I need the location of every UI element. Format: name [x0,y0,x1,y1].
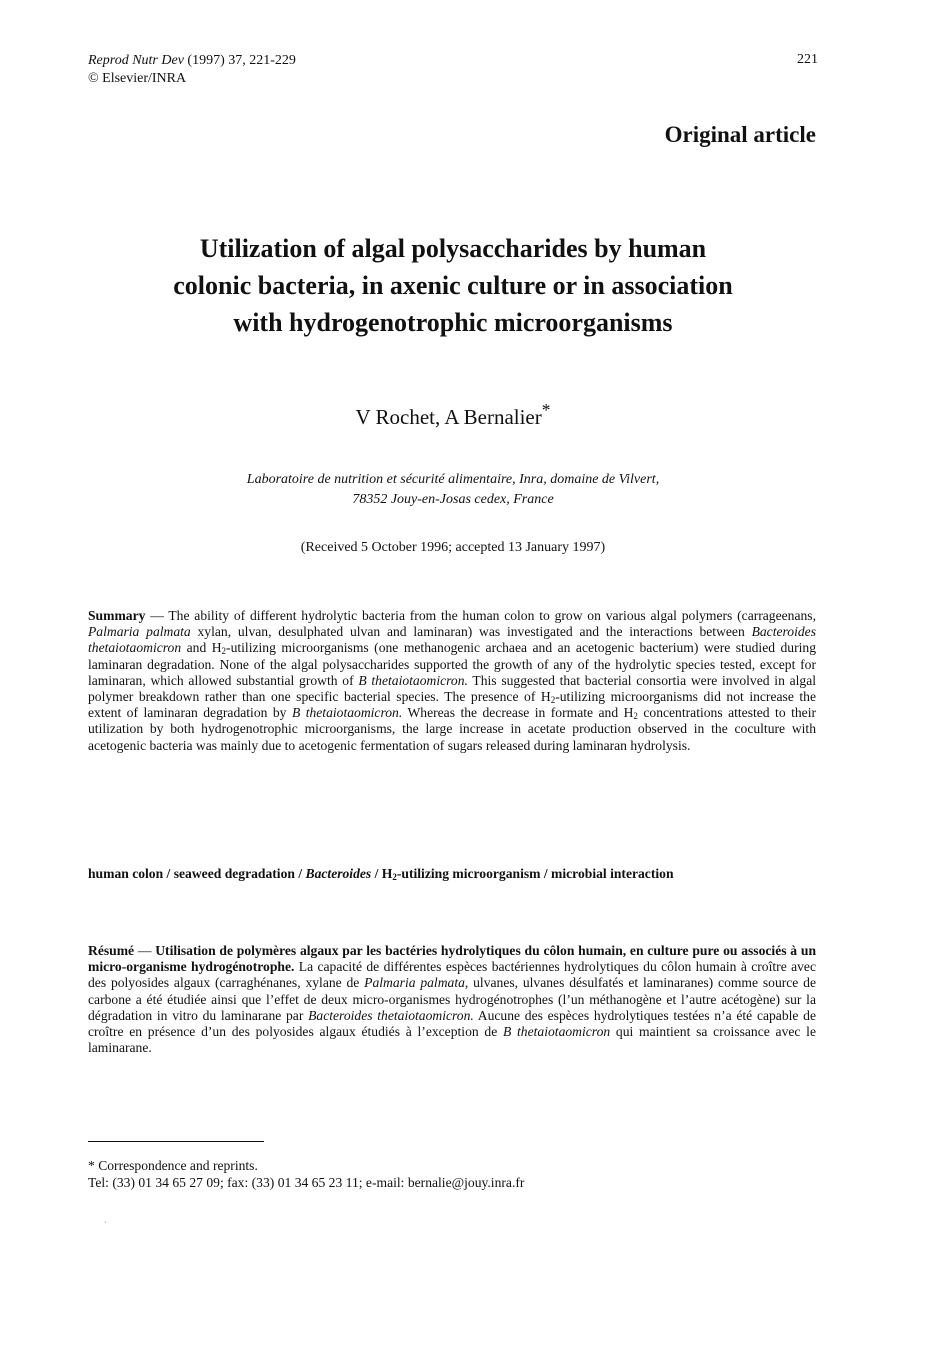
page-number: 221 [797,52,818,67]
summary-species: B thetaiotaomicron. [291,705,403,721]
journal-name: Reprod Nutr Dev [88,53,184,68]
summary-text: Whereas the decrease in formate and H [402,705,634,721]
keyword-text: -utilizing microorganism / microbial interaction [396,866,674,881]
resume-label: Résumé [88,943,135,958]
affiliation-line-2: 78352 Jouy-en-Josas cedex, France [352,492,554,507]
stray-mark: · [104,1218,107,1227]
journal-citation [88,52,296,70]
footnote-correspondence: * Correspondence and reprints. [88,1158,258,1173]
summary-species: Bacteroides thetaiotaomicron [88,624,816,656]
resume-text: La capacité de différentes espèces bactériennes hydrolytiques du côlon humain à croître avec des polyosides algaux (carraghénanes, xylane de [88,959,816,991]
publisher-line: © Elsevier/INRA [88,71,187,86]
journal-header [88,52,296,88]
summary-text: xylan, ulvan, desulphated ulvan and laminaran) was investigated and the interactions between [190,624,752,640]
received-dates: (Received 5 October 1996; accepted 13 January 1997) [300,540,606,555]
summary-text: The ability of different hydrolytic bacteria from the human colon to grow on various algal polymers (carrageenans, [168,608,816,623]
summary-text: and H [181,640,222,656]
resume-text: ulvanes, ulvanes désulfatés et laminaranes) comme source de carbone a été étudiée ainsi que l’effet de deux micro-organismes hydrogénotrophes (l’un méthanogène et l’autre acétogène) sur la dégradation in vitro du laminarane par [88,975,816,1023]
correspondence-mark: * [541,400,551,420]
footnote-divider [88,1141,264,1142]
subscript: 2 [392,872,397,882]
resume-text: Aucune des espèces hydrolytiques testées n’a été capable de croître en présence d’un des polyosides algaux étudiés à l’exception de [88,1007,817,1040]
keywords [88,866,816,882]
resume-species: B thetaiotaomicron [502,1024,611,1040]
footnote-contact: Tel: (33) 01 34 65 27 09; fax: (33) 01 34 65 23 11; e-mail: bernalie@jouy.inra.fr [88,1175,525,1190]
subscript: 2 [221,646,227,657]
affiliation [88,470,818,510]
keyword-text: human colon / seaweed degradation / [88,866,306,881]
summary-paragraph [88,608,816,754]
summary-dash: — [145,608,169,623]
summary-species: B thetaiotaomicron. [358,672,468,688]
article-type: Original article [664,122,816,147]
author-list [88,400,818,430]
affiliation-line-1: Laboratoire de nutrition et sécurité alimentaire, Inra, domaine de Vilvert, [246,472,660,487]
summary-species: Palmaria palmata [88,624,191,640]
title-line-1: Utilization of algal polysaccharides by human [199,234,707,263]
summary-label: Summary [88,608,146,623]
footnote [88,1157,524,1191]
resume-dash: — [134,943,156,958]
subscript: 2 [633,711,638,722]
paper-title [88,230,818,341]
summary-text: This suggested that bacterial consortia were involved in algal polymer breakdown rather than one specific bacterial species. The presence of H [88,672,817,705]
journal-volume-pages: (1997) 37, 221-229 [183,53,296,68]
keyword-text: / H [371,866,393,881]
resume-species: Palmaria palmata, [364,975,469,991]
title-line-3: with hydrogenotrophic microorganisms [233,308,673,337]
summary-text: concentrations attested to their utilization by both hydrogenotrophic microorganisms, the large increase in acetate production observed in the coculture with acetogenic bacteria was mainly due to acetogenic fermentation of sugars released during laminaran hydrolysis. [88,705,817,753]
authors: V Rochet, A Bernalier [355,405,542,429]
summary-text: -utilizing microorganisms did not increase the extent of laminaran degradation by [88,689,816,721]
title-line-2: colonic bacteria, in axenic culture or in association [173,271,733,300]
resume-paragraph [88,943,816,1056]
resume-text: qui maintient sa croissance avec le laminarane. [88,1024,816,1056]
resume-title: Utilisation de polymères algaux par les bactéries hydrolytiques du côlon humain, en culture pure ou associés à un micro-organisme hydrogénotrophe. [88,943,817,975]
keyword-genus: Bacteroides [305,866,372,881]
summary-text: -utilizing microorganisms (one methanogenic archaea and an acetogenic bacterium) were studied during laminaran degradation. None of the algal polysaccharides supported the growth of any of the hydrolytic species tested, except for laminaran, which allowed substantial growth of [88,640,816,688]
subscript: 2 [550,695,556,706]
resume-species: Bacteroides thetaiotaomicron. [308,1007,474,1023]
